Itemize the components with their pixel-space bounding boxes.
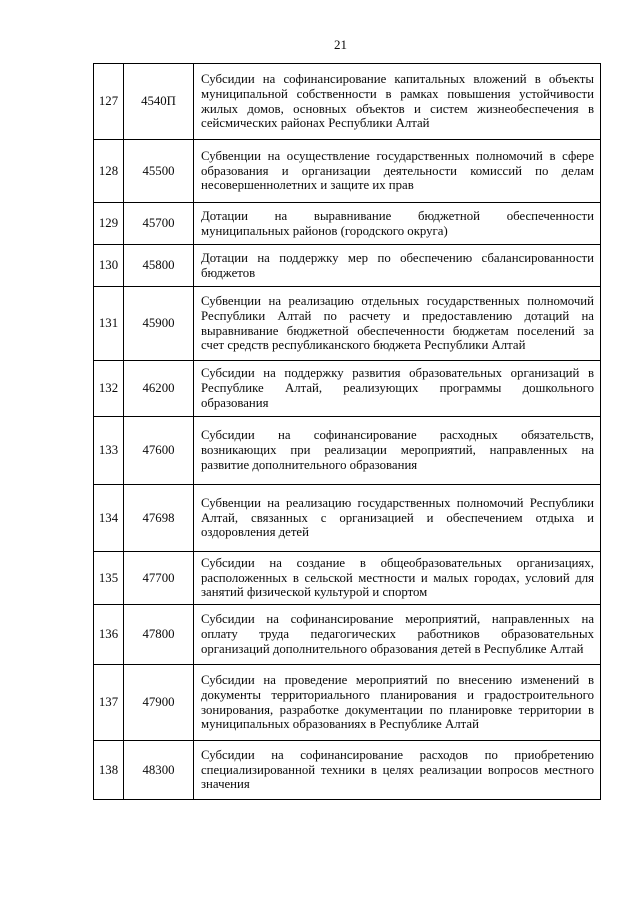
budget-code: 47600 <box>124 417 194 484</box>
description-line: Субсидии на софинансирование мероприятий, направленных на <box>201 612 594 627</box>
row-number: 130 <box>94 245 124 286</box>
table-row <box>94 485 600 552</box>
description-line: Субвенции на осуществление государственных полномочий в сфере <box>201 148 594 163</box>
row-number: 135 <box>94 552 124 604</box>
budget-code: 47800 <box>124 605 194 664</box>
row-description <box>194 64 600 139</box>
row-number: 127 <box>94 64 124 139</box>
row-number: 137 <box>94 665 124 740</box>
description-line: Республики Алтай по расчету и предоставлению дотаций на <box>201 308 594 323</box>
table-row <box>94 417 600 485</box>
row-number: 132 <box>94 361 124 416</box>
page-number: 21 <box>334 37 347 52</box>
description-line: сейсмических районах Республики Алтай <box>201 116 430 131</box>
description-line: Субсидии на софинансирование расходных обязательств, <box>201 428 594 443</box>
description-line: образования и организации деятельности комиссий по делам <box>201 163 594 178</box>
budget-code: 46200 <box>124 361 194 416</box>
row-description <box>194 203 600 244</box>
row-number: 138 <box>94 741 124 799</box>
row-number: 131 <box>94 287 124 360</box>
description-line: Дотации на выравнивание бюджетной обеспеченности <box>201 208 594 223</box>
description-line: организаций дополнительного образования детей в Республике Алтай <box>201 641 584 656</box>
budget-code: 47700 <box>124 552 194 604</box>
description-line: Дотации на поддержку мер по обеспечению сбалансированности <box>201 250 594 265</box>
row-description <box>194 417 600 484</box>
row-description <box>194 140 600 202</box>
row-number: 128 <box>94 140 124 202</box>
budget-code: 45700 <box>124 203 194 244</box>
description-line: Субсидии на проведение мероприятий по внесению изменений в <box>201 673 594 688</box>
budget-code: 47698 <box>124 485 194 551</box>
row-description <box>194 605 600 664</box>
table-row <box>94 552 600 605</box>
row-description <box>194 552 600 604</box>
description-line: расположенных в сельской местности и малых городах, условий для <box>201 570 594 585</box>
description-line: муниципальной собственности в рамках повышения устойчивости <box>201 86 594 101</box>
row-description <box>194 665 600 740</box>
description-line: муниципальных районов (городского округа) <box>201 223 448 238</box>
row-description <box>194 245 600 286</box>
description-line: Субсидии на софинансирование капитальных вложений в объекты <box>201 72 594 87</box>
description-line: несовершеннолетних и защите их прав <box>201 178 414 193</box>
table-row <box>94 245 600 287</box>
table-row <box>94 665 600 741</box>
table-row <box>94 140 600 203</box>
description-line: Субвенции на реализацию отдельных государственных полномочий <box>201 294 594 309</box>
description-line: оздоровления детей <box>201 525 309 540</box>
row-number: 134 <box>94 485 124 551</box>
budget-code: 45500 <box>124 140 194 202</box>
row-description <box>194 741 600 799</box>
description-line: значения <box>201 777 250 792</box>
description-line: бюджетов <box>201 265 256 280</box>
budget-code: 48300 <box>124 741 194 799</box>
table-row <box>94 361 600 417</box>
table-row <box>94 203 600 245</box>
description-line: Республике Алтай, реализующих программы дошкольного <box>201 381 594 396</box>
budget-code: 47900 <box>124 665 194 740</box>
description-line: жилых домов, основных объектов и систем жизнеобеспечения в <box>201 101 594 116</box>
description-line: оплату труда педагогических работников образовательных <box>201 627 594 642</box>
budget-codes-table <box>93 63 601 800</box>
budget-code: 45900 <box>124 287 194 360</box>
description-line: Субсидии на софинансирование расходов по приобретению <box>201 747 594 762</box>
description-line: занятий физической культурой и спортом <box>201 585 428 600</box>
table-row <box>94 287 600 361</box>
description-line: Субсидии на поддержку развития образовательных организаций в <box>201 366 594 381</box>
description-line: образования <box>201 395 269 410</box>
row-description <box>194 485 600 551</box>
budget-code: 45800 <box>124 245 194 286</box>
description-line: Алтай, связанных с организацией и обеспечением отдыха и <box>201 510 594 525</box>
description-line: выравнивание бюджетной обеспеченности бюджетам поселений за <box>201 323 594 338</box>
row-number: 133 <box>94 417 124 484</box>
description-line: развитие дополнительного образования <box>201 457 418 472</box>
row-description <box>194 287 600 360</box>
description-line: счет средств республиканского бюджета Республики Алтай <box>201 338 526 353</box>
description-line: зонирования, разработке документации по планировке территории в <box>201 702 594 717</box>
budget-code: 4540П <box>124 64 194 139</box>
description-line: Субвенции на реализацию государственных полномочий Республики <box>201 495 594 510</box>
description-line: муниципальных образованиях в Республике Алтай <box>201 717 479 732</box>
row-number: 129 <box>94 203 124 244</box>
table-row <box>94 741 600 800</box>
description-line: возникающих при реализации мероприятий, направленных на <box>201 443 594 458</box>
table-row <box>94 64 600 140</box>
description-line: Субсидии на создание в общеобразовательных организациях, <box>201 555 594 570</box>
table-row <box>94 605 600 665</box>
description-line: специализированной техники в целях реализации вопросов местного <box>201 762 594 777</box>
row-description <box>194 361 600 416</box>
description-line: документы территориального планирования и градостроительного <box>201 687 594 702</box>
row-number: 136 <box>94 605 124 664</box>
